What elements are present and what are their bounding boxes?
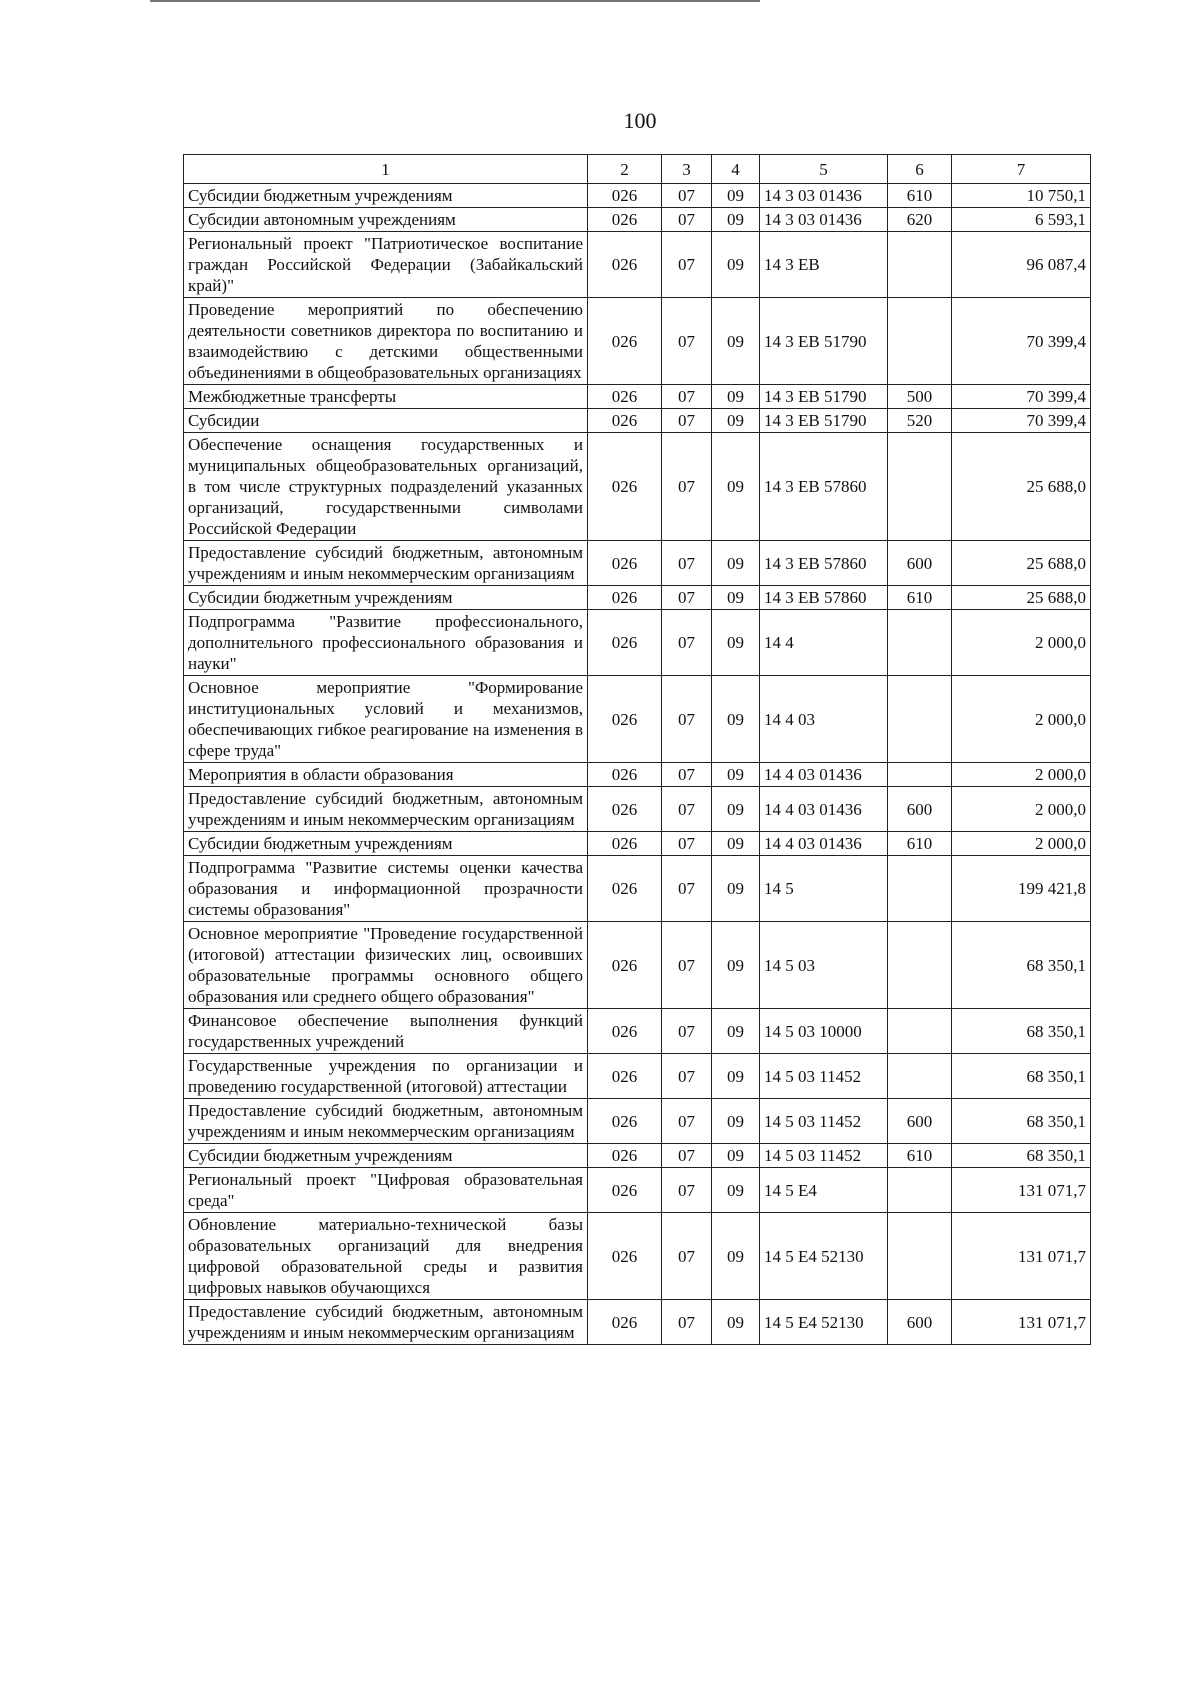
expense-type-cell: 600 <box>888 1300 952 1345</box>
department-code-cell: 026 <box>588 832 662 856</box>
table-row <box>184 922 1091 1009</box>
subsection-code-cell: 09 <box>712 1009 760 1054</box>
amount-cell: 131 071,7 <box>952 1168 1091 1213</box>
table-row <box>184 676 1091 763</box>
department-code-cell: 026 <box>588 787 662 832</box>
subsection-code-cell: 09 <box>712 922 760 1009</box>
department-code-cell: 026 <box>588 409 662 433</box>
amount-cell: 6 593,1 <box>952 208 1091 232</box>
subsection-code-cell: 09 <box>712 787 760 832</box>
target-article-cell: 14 3 EB 51790 <box>760 298 888 385</box>
section-code-cell: 07 <box>662 676 712 763</box>
expense-type-cell: 610 <box>888 1144 952 1168</box>
expense-name-cell: Межбюджетные трансферты <box>184 385 588 409</box>
table-row <box>184 232 1091 298</box>
expense-name-cell: Обеспечение оснащения государственных и муниципальных общеобразовательных организаций, в том числе структурных подразделений указанных организаций, государственными символами Российской Федерации <box>184 433 588 541</box>
target-article-cell: 14 5 <box>760 856 888 922</box>
expense-name-cell: Субсидии <box>184 409 588 433</box>
department-code-cell: 026 <box>588 1144 662 1168</box>
expense-type-cell: 520 <box>888 409 952 433</box>
expense-type-cell: 620 <box>888 208 952 232</box>
expense-type-cell: 600 <box>888 787 952 832</box>
section-code-cell: 07 <box>662 1144 712 1168</box>
amount-cell: 131 071,7 <box>952 1300 1091 1345</box>
department-code-cell: 026 <box>588 1054 662 1099</box>
subsection-code-cell: 09 <box>712 1054 760 1099</box>
section-code-cell: 07 <box>662 856 712 922</box>
subsection-code-cell: 09 <box>712 1144 760 1168</box>
subsection-code-cell: 09 <box>712 763 760 787</box>
table-row <box>184 763 1091 787</box>
expense-name-cell: Проведение мероприятий по обеспечению деятельности советников директора по воспитанию и взаимодействию с детскими общественными объединениями в общеобразовательных организациях <box>184 298 588 385</box>
target-article-cell: 14 3 EB 51790 <box>760 385 888 409</box>
amount-cell: 96 087,4 <box>952 232 1091 298</box>
target-article-cell: 14 5 03 11452 <box>760 1099 888 1144</box>
expense-name-cell: Обновление материально-технической базы образовательных организаций для внедрения цифровой образовательной среды и развития цифровых навыков обучающихся <box>184 1213 588 1300</box>
department-code-cell: 026 <box>588 856 662 922</box>
amount-cell: 68 350,1 <box>952 1099 1091 1144</box>
table-row <box>184 1300 1091 1345</box>
department-code-cell: 026 <box>588 232 662 298</box>
header-cell: 3 <box>662 155 712 184</box>
section-code-cell: 07 <box>662 208 712 232</box>
section-code-cell: 07 <box>662 610 712 676</box>
target-article-cell: 14 4 03 01436 <box>760 832 888 856</box>
amount-cell: 68 350,1 <box>952 922 1091 1009</box>
expense-type-cell <box>888 1054 952 1099</box>
expense-type-cell <box>888 1009 952 1054</box>
section-code-cell: 07 <box>662 298 712 385</box>
target-article-cell: 14 4 03 <box>760 676 888 763</box>
target-article-cell: 14 3 EB 57860 <box>760 586 888 610</box>
header-cell: 2 <box>588 155 662 184</box>
department-code-cell: 026 <box>588 922 662 1009</box>
department-code-cell: 026 <box>588 763 662 787</box>
subsection-code-cell: 09 <box>712 832 760 856</box>
department-code-cell: 026 <box>588 1300 662 1345</box>
table-row <box>184 409 1091 433</box>
expense-type-cell <box>888 922 952 1009</box>
section-code-cell: 07 <box>662 409 712 433</box>
subsection-code-cell: 09 <box>712 208 760 232</box>
section-code-cell: 07 <box>662 232 712 298</box>
expense-type-cell <box>888 1168 952 1213</box>
table-row <box>184 184 1091 208</box>
subsection-code-cell: 09 <box>712 586 760 610</box>
expense-type-cell: 600 <box>888 1099 952 1144</box>
table-row <box>184 298 1091 385</box>
amount-cell: 2 000,0 <box>952 787 1091 832</box>
table-body <box>184 184 1091 1345</box>
amount-cell: 2 000,0 <box>952 763 1091 787</box>
target-article-cell: 14 4 03 01436 <box>760 787 888 832</box>
target-article-cell: 14 5 03 11452 <box>760 1054 888 1099</box>
expense-type-cell <box>888 433 952 541</box>
amount-cell: 70 399,4 <box>952 298 1091 385</box>
subsection-code-cell: 09 <box>712 610 760 676</box>
expense-name-cell: Субсидии бюджетным учреждениям <box>184 586 588 610</box>
expense-name-cell: Субсидии автономным учреждениям <box>184 208 588 232</box>
amount-cell: 70 399,4 <box>952 385 1091 409</box>
department-code-cell: 026 <box>588 1009 662 1054</box>
subsection-code-cell: 09 <box>712 385 760 409</box>
subsection-code-cell: 09 <box>712 298 760 385</box>
subsection-code-cell: 09 <box>712 1168 760 1213</box>
table-row <box>184 610 1091 676</box>
expense-name-cell: Субсидии бюджетным учреждениям <box>184 832 588 856</box>
scan-edge-line <box>150 0 760 2</box>
target-article-cell: 14 3 03 01436 <box>760 208 888 232</box>
amount-cell: 25 688,0 <box>952 433 1091 541</box>
target-article-cell: 14 3 03 01436 <box>760 184 888 208</box>
amount-cell: 2 000,0 <box>952 832 1091 856</box>
target-article-cell: 14 4 <box>760 610 888 676</box>
header-row <box>184 155 1091 184</box>
header-cell: 5 <box>760 155 888 184</box>
amount-cell: 2 000,0 <box>952 610 1091 676</box>
target-article-cell: 14 3 EB <box>760 232 888 298</box>
section-code-cell: 07 <box>662 922 712 1009</box>
department-code-cell: 026 <box>588 433 662 541</box>
amount-cell: 131 071,7 <box>952 1213 1091 1300</box>
table-row <box>184 832 1091 856</box>
section-code-cell: 07 <box>662 787 712 832</box>
expense-name-cell: Региональный проект "Цифровая образовательная среда" <box>184 1168 588 1213</box>
target-article-cell: 14 3 EB 57860 <box>760 541 888 586</box>
expense-type-cell <box>888 676 952 763</box>
table-row <box>184 1054 1091 1099</box>
expense-name-cell: Основное мероприятие "Формирование институциональных условий и механизмов, обеспечивающих гибкое реагирование на изменения в сфере труда" <box>184 676 588 763</box>
subsection-code-cell: 09 <box>712 433 760 541</box>
table-row <box>184 1213 1091 1300</box>
target-article-cell: 14 5 E4 <box>760 1168 888 1213</box>
subsection-code-cell: 09 <box>712 856 760 922</box>
target-article-cell: 14 3 EB 51790 <box>760 409 888 433</box>
subsection-code-cell: 09 <box>712 676 760 763</box>
target-article-cell: 14 5 03 <box>760 922 888 1009</box>
expense-type-cell <box>888 232 952 298</box>
expense-name-cell: Финансовое обеспечение выполнения функций государственных учреждений <box>184 1009 588 1054</box>
subsection-code-cell: 09 <box>712 232 760 298</box>
expense-name-cell: Предоставление субсидий бюджетным, автономным учреждениям и иным некоммерческим организациям <box>184 1300 588 1345</box>
target-article-cell: 14 5 03 11452 <box>760 1144 888 1168</box>
section-code-cell: 07 <box>662 541 712 586</box>
amount-cell: 68 350,1 <box>952 1009 1091 1054</box>
amount-cell: 25 688,0 <box>952 586 1091 610</box>
section-code-cell: 07 <box>662 1054 712 1099</box>
expense-name-cell: Предоставление субсидий бюджетным, автономным учреждениям и иным некоммерческим организациям <box>184 1099 588 1144</box>
expense-name-cell: Подпрограмма "Развитие профессионального, дополнительного профессионального образования и науки" <box>184 610 588 676</box>
department-code-cell: 026 <box>588 1213 662 1300</box>
table-row <box>184 433 1091 541</box>
subsection-code-cell: 09 <box>712 184 760 208</box>
subsection-code-cell: 09 <box>712 1099 760 1144</box>
expense-type-cell <box>888 763 952 787</box>
table-row <box>184 1009 1091 1054</box>
expense-type-cell: 610 <box>888 586 952 610</box>
table-row <box>184 586 1091 610</box>
department-code-cell: 026 <box>588 208 662 232</box>
expense-type-cell <box>888 1213 952 1300</box>
target-article-cell: 14 5 E4 52130 <box>760 1300 888 1345</box>
table-row <box>184 541 1091 586</box>
subsection-code-cell: 09 <box>712 1300 760 1345</box>
table-row <box>184 787 1091 832</box>
section-code-cell: 07 <box>662 184 712 208</box>
section-code-cell: 07 <box>662 385 712 409</box>
amount-cell: 199 421,8 <box>952 856 1091 922</box>
department-code-cell: 026 <box>588 298 662 385</box>
subsection-code-cell: 09 <box>712 409 760 433</box>
expense-name-cell: Субсидии бюджетным учреждениям <box>184 1144 588 1168</box>
expense-name-cell: Основное мероприятие "Проведение государственной (итоговой) аттестации физических лиц, освоивших образовательные программы основного общего образования или среднего общего образования" <box>184 922 588 1009</box>
department-code-cell: 026 <box>588 184 662 208</box>
target-article-cell: 14 3 EB 57860 <box>760 433 888 541</box>
amount-cell: 68 350,1 <box>952 1054 1091 1099</box>
department-code-cell: 026 <box>588 610 662 676</box>
expense-name-cell: Региональный проект "Патриотическое воспитание граждан Российской Федерации (Забайкальский край)" <box>184 232 588 298</box>
department-code-cell: 026 <box>588 676 662 763</box>
section-code-cell: 07 <box>662 586 712 610</box>
expense-name-cell: Подпрограмма "Развитие системы оценки качества образования и информационной прозрачности системы образования" <box>184 856 588 922</box>
subsection-code-cell: 09 <box>712 541 760 586</box>
section-code-cell: 07 <box>662 832 712 856</box>
amount-cell: 68 350,1 <box>952 1144 1091 1168</box>
department-code-cell: 026 <box>588 385 662 409</box>
table-row <box>184 385 1091 409</box>
header-cell: 6 <box>888 155 952 184</box>
expense-type-cell: 610 <box>888 184 952 208</box>
section-code-cell: 07 <box>662 1213 712 1300</box>
section-code-cell: 07 <box>662 1099 712 1144</box>
expense-name-cell: Государственные учреждения по организации и проведению государственной (итоговой) аттестации <box>184 1054 588 1099</box>
target-article-cell: 14 5 E4 52130 <box>760 1213 888 1300</box>
table-row <box>184 1144 1091 1168</box>
department-code-cell: 026 <box>588 1168 662 1213</box>
budget-table <box>183 154 1091 1345</box>
table-row <box>184 1168 1091 1213</box>
expense-name-cell: Предоставление субсидий бюджетным, автономным учреждениям и иным некоммерческим организациям <box>184 787 588 832</box>
expense-type-cell <box>888 610 952 676</box>
department-code-cell: 026 <box>588 586 662 610</box>
page-number: 100 <box>623 108 657 133</box>
section-code-cell: 07 <box>662 1168 712 1213</box>
expense-type-cell: 600 <box>888 541 952 586</box>
table-row <box>184 208 1091 232</box>
expense-type-cell <box>888 298 952 385</box>
amount-cell: 70 399,4 <box>952 409 1091 433</box>
amount-cell: 25 688,0 <box>952 541 1091 586</box>
header-cell: 1 <box>184 155 588 184</box>
expense-type-cell: 500 <box>888 385 952 409</box>
department-code-cell: 026 <box>588 1099 662 1144</box>
subsection-code-cell: 09 <box>712 1213 760 1300</box>
expense-name-cell: Мероприятия в области образования <box>184 763 588 787</box>
expense-name-cell: Предоставление субсидий бюджетным, автономным учреждениям и иным некоммерческим организациям <box>184 541 588 586</box>
table-row <box>184 1099 1091 1144</box>
expense-type-cell <box>888 856 952 922</box>
table-row <box>184 856 1091 922</box>
section-code-cell: 07 <box>662 433 712 541</box>
header-cell: 7 <box>952 155 1091 184</box>
expense-type-cell: 610 <box>888 832 952 856</box>
header-cell: 4 <box>712 155 760 184</box>
department-code-cell: 026 <box>588 541 662 586</box>
expense-name-cell: Субсидии бюджетным учреждениям <box>184 184 588 208</box>
amount-cell: 2 000,0 <box>952 676 1091 763</box>
target-article-cell: 14 5 03 10000 <box>760 1009 888 1054</box>
section-code-cell: 07 <box>662 1009 712 1054</box>
target-article-cell: 14 4 03 01436 <box>760 763 888 787</box>
amount-cell: 10 750,1 <box>952 184 1091 208</box>
section-code-cell: 07 <box>662 1300 712 1345</box>
section-code-cell: 07 <box>662 763 712 787</box>
